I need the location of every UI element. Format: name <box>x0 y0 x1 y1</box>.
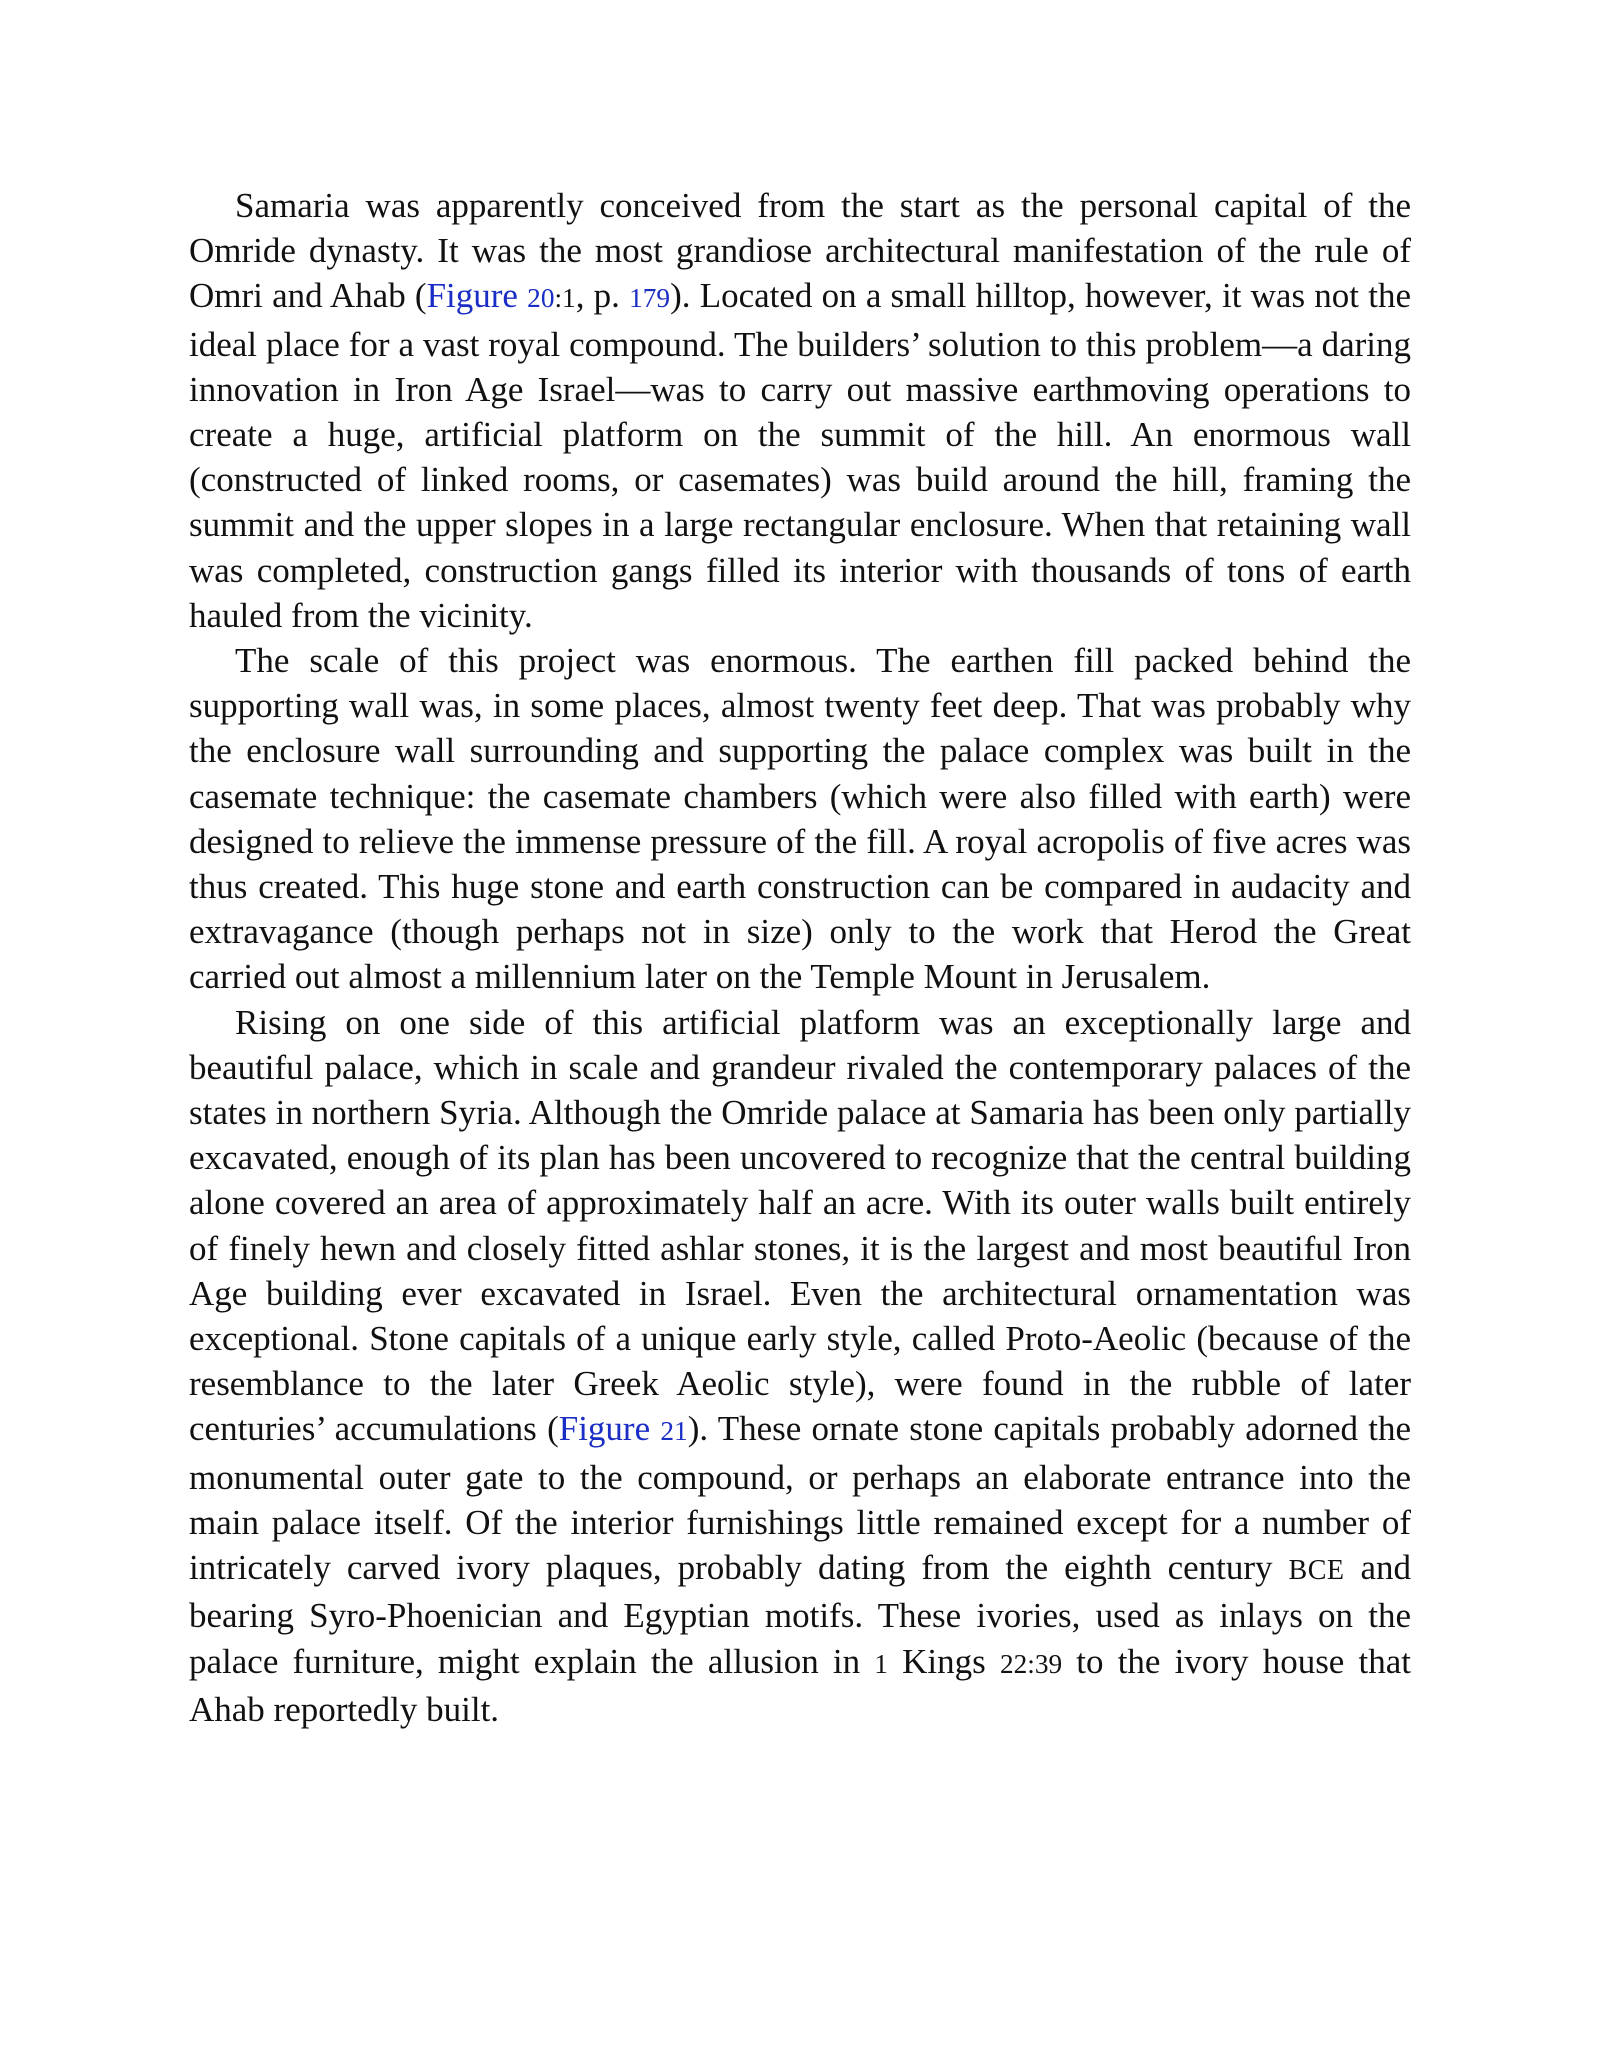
figure-number: 20 <box>527 283 555 314</box>
paragraph-text: Kings <box>887 1641 1000 1681</box>
figure-link-label: Figure <box>426 276 528 316</box>
figure-link-label: Figure <box>558 1409 661 1449</box>
document-page <box>189 183 1411 1732</box>
paragraph-text: ). Located on a small hilltop, however, it was not the ideal place for a vast royal compound. The builders’ solution to this problem—a daring innovation in Iron Age Israel—was to carry out massive earthmoving operations to create a huge, artificial platform on the summit of the hill. An enormous wall (constructed of linked rooms, or casemates) was build around the hill, framing the summit and the upper slopes in a large rectangular enclosure. When that retaining wall was completed, construction gangs filled its interior with thousands of tons of earth hauled from the vicinity. <box>189 276 1411 635</box>
paragraph-text: Samaria was apparently conceived from the start as the personal capital of the Omride dynasty. It was the most grandiose architectural manifestation of the rule of Omri and Ahab ( <box>189 186 1411 316</box>
figure-subpart: :1 <box>554 283 576 314</box>
paragraph-project-scale <box>189 638 1411 1000</box>
paragraph-text: The scale of this project was enormous. The earthen fill packed behind the supporting wall was, in some places, almost twenty feet deep. That was probably why the enclosure wall surrounding and supporting the palace complex was built in the casemate technique: the casemate chambers (which were also filled with earth) were designed to relieve the immense pressure of the fill. A royal acropolis of five acres was thus created. This huge stone and earth construction can be compared in audacity and extravagance (though perhaps not in size) only to the work that Herod the Great carried out almost a millennium later on the Temple Mount in Jerusalem. <box>189 641 1411 997</box>
paragraph-text: , p. <box>575 276 630 316</box>
page-179-link[interactable]: 179 <box>629 283 671 314</box>
figure-21-link[interactable] <box>559 1409 688 1448</box>
era-abbreviation: BCE <box>1288 1555 1345 1587</box>
verse-reference: 22:39 <box>999 1648 1063 1679</box>
paragraph-palace <box>189 1000 1411 1732</box>
figure-20-link[interactable] <box>427 276 555 315</box>
paragraph-text: and bearing Syro-Phoenician and Egyptian motifs. These ivories, used as inlays on the palace furniture, might explain the allusion in <box>189 1548 1411 1681</box>
paragraph-text: ). These ornate stone capitals probably adorned the monumental outer gate to the compound, or perhaps an elaborate entrance into the main palace itself. Of the interior furnishings little remained except for a number of intricately carved ivory plaques, probably dating from the eighth century <box>189 1409 1412 1588</box>
figure-number: 21 <box>660 1416 688 1447</box>
paragraph-text: to the ivory house that Ahab reportedly built. <box>189 1641 1412 1729</box>
paragraph-text: Rising on one side of this artificial platform was an exceptionally large and beautiful palace, which in scale and grandeur rivaled the contemporary palaces of the states in northern Syria. Although the Omride palace at Samaria has been only partially excavated, enough of its plan has been uncovered to recognize that the central building alone covered an area of approximately half an acre. With its outer walls built entirely of finely hewn and closely fitted ashlar stones, it is the largest and most beautiful Iron Age building ever excavated in Israel. Even the architectural ornamentation was exceptional. Stone capitals of a unique early style, called Proto-Aeolic (because of the resemblance to the later Greek Aeolic style), were found in the rubble of later centuries’ accumulations ( <box>189 1002 1411 1449</box>
book-number: 1 <box>874 1648 888 1679</box>
paragraph-samaria-capital <box>189 183 1411 638</box>
